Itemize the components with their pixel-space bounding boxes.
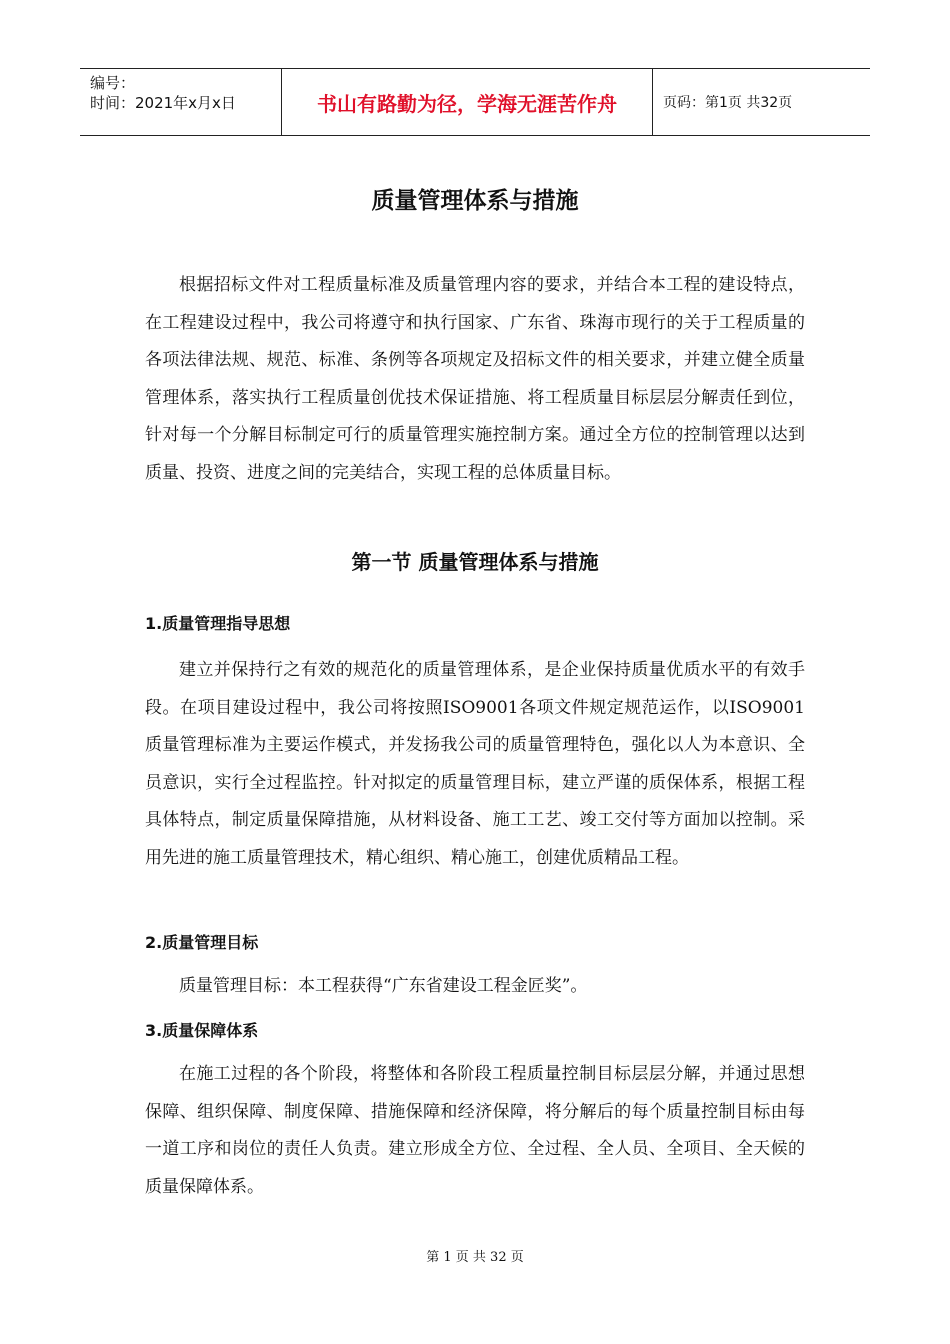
paragraph-3: 在施工过程的各个阶段，将整体和各阶段工程质量控制目标层层分解，并通过思想保障、组织保障、制度保障、措施保障和经济保障，将分解后的每个质量控制目标由每一道工序和岗位的责任人负责。建立形成全方位、全过程、全人员、全项目、全天候的质量保障体系。	[145, 1064, 805, 1197]
section-1-title: 第一节 质量管理体系与措施	[351, 550, 599, 574]
page-footer: 第 1 页 共 32 页	[426, 1250, 524, 1265]
header-meta-cell	[80, 69, 282, 135]
heading-3: 3.质量保障体系	[145, 1021, 259, 1040]
heading-2: 2.质量管理目标	[145, 933, 259, 952]
header-table	[80, 68, 870, 136]
document-time-label: 时间：2021年x月x日	[90, 94, 236, 112]
paragraph-1: 建立并保持行之有效的规范化的质量管理体系，是企业保持质量优质水平的有效手段。在项目建设过程中，我公司将按照ISO9001各项文件规定规范运作，以ISO9001质量管理标准为主要运作模式，并发扬我公司的质量管理特色，强化以人为本意识、全员意识，实行全过程监控。针对拟定的质量管理目标，建立严谨的质保体系，根据工程具体特点，制定质量保障措施，从材料设备、施工工艺、竣工交付等方面加以控制。采用先进的施工质量管理技术，精心组织、精心施工，创建优质精品工程。	[145, 660, 805, 868]
intro-paragraph: 根据招标文件对工程质量标准及质量管理内容的要求，并结合本工程的建设特点，在工程建设过程中，我公司将遵守和执行国家、广东省、珠海市现行的关于工程质量的各项法律法规、规范、标准、条例等各项规定及招标文件的相关要求，并建立健全质量管理体系，落实执行工程质量创优技术保证措施、将工程质量目标层层分解责任到位，针对每一个分解目标制定可行的质量管理实施控制方案。通过全方位的控制管理以达到质量、投资、进度之间的完美结合，实现工程的总体质量目标。	[145, 275, 805, 483]
header-page-info: 页码：第1页 共32页	[663, 95, 793, 111]
paragraph-2: 质量管理目标：本工程获得“广东省建设工程金匠奖”。	[179, 976, 588, 996]
document-title: 质量管理体系与措施	[371, 188, 579, 214]
document-number-label: 编号：	[90, 74, 136, 92]
heading-1: 1.质量管理指导思想	[145, 614, 291, 633]
header-motto: 书山有路勤为径，学海无涯苦作舟	[282, 69, 653, 135]
